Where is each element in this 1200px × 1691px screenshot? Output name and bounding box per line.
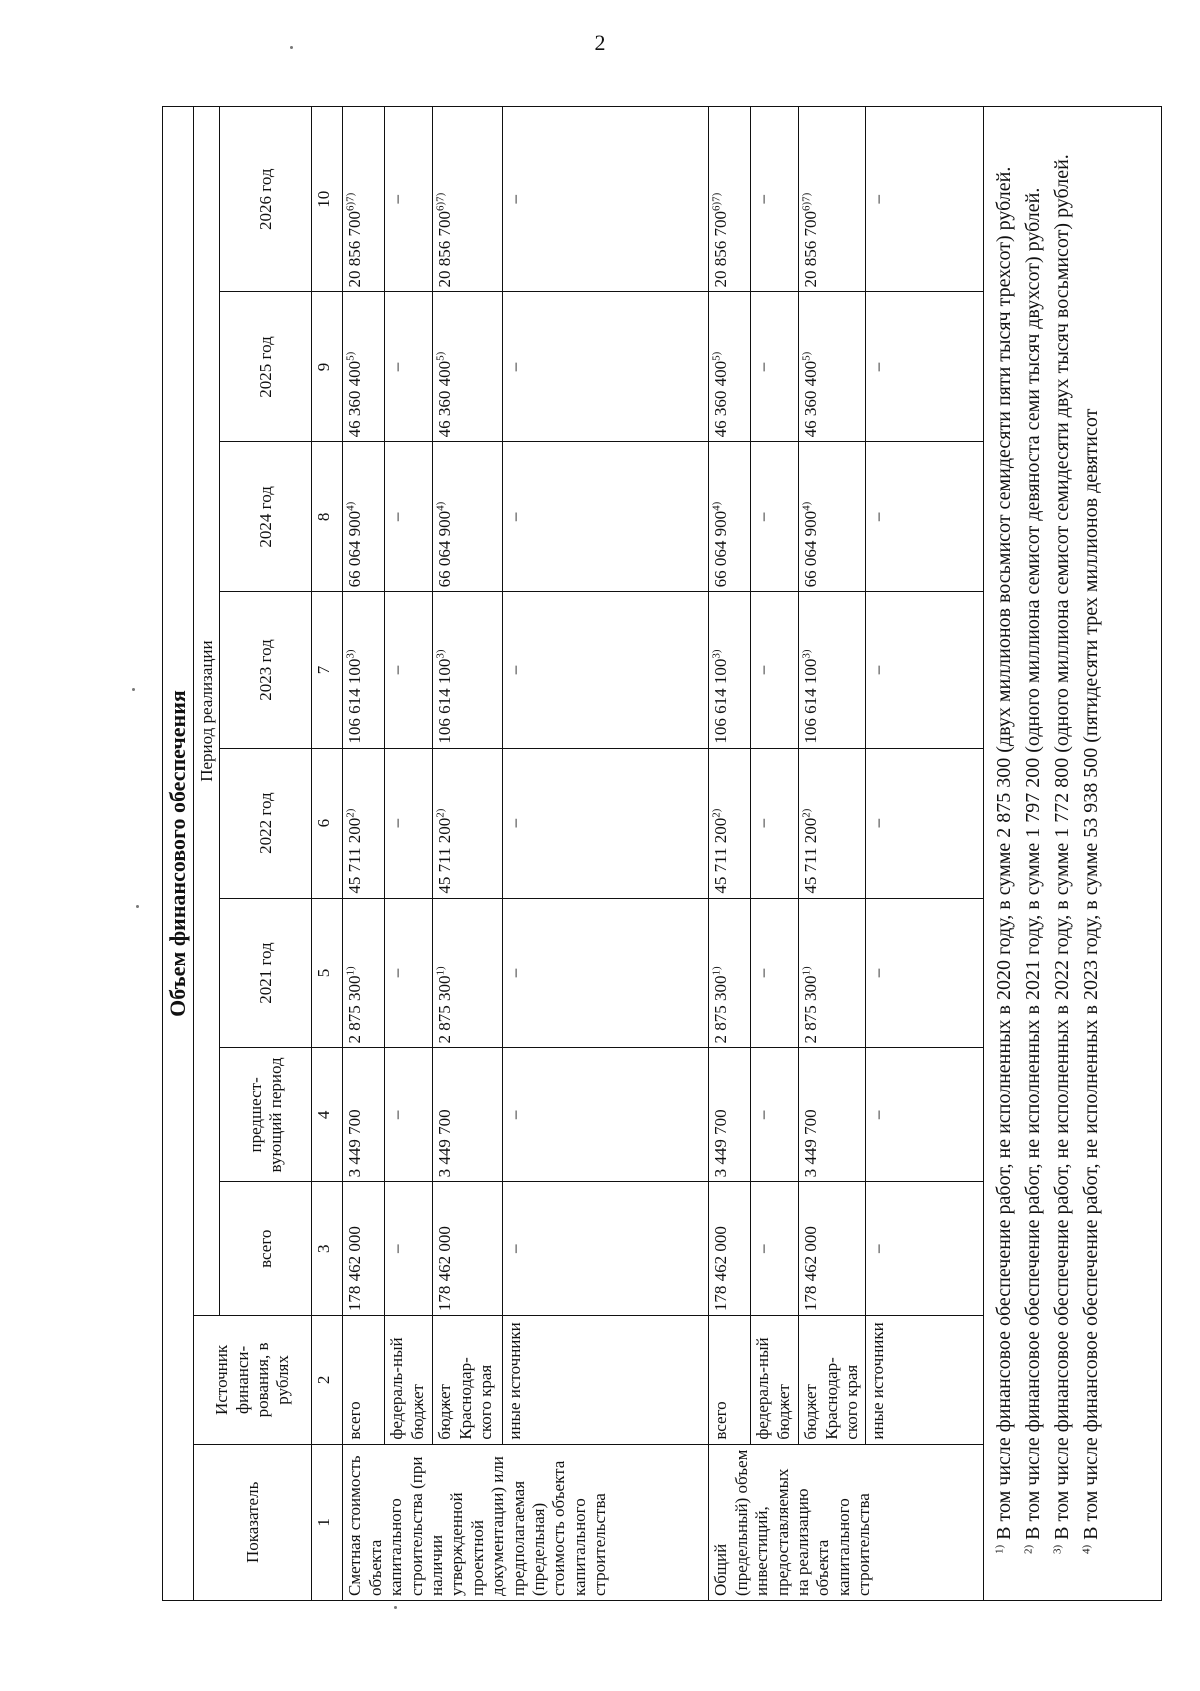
- footnote: $^{2)}$ В том числе финансовое обеспечение работ, не исполненных в 2021 году, в сумме 1 797 200 (одного миллиона семисот девяноста семи тысяч двухсот) рублей.: [1021, 187, 1044, 1554]
- value-cell: –: [865, 748, 983, 898]
- footnote-mark: 1): [434, 966, 447, 976]
- footnote-mark: 6)7): [800, 192, 813, 211]
- column-number: 1: [312, 1444, 343, 1600]
- table-row: [865, 107, 983, 1601]
- footnote-mark: 6)7): [434, 192, 447, 211]
- scan-speck: [290, 46, 293, 49]
- header-year-2025: 2025 год: [220, 292, 312, 442]
- value-cell: 3 449 700: [343, 1048, 385, 1182]
- value-cell: 178 462 000: [709, 1182, 751, 1316]
- table-row: [709, 107, 751, 1601]
- scan-speck: [132, 688, 135, 691]
- footnote-mark: 4): [434, 501, 447, 511]
- source-cell: всего: [709, 1316, 751, 1445]
- value-cell: 46 360 400$^{5)}$: [433, 292, 503, 442]
- value-cell: –: [385, 442, 433, 592]
- value-cell: –: [503, 292, 709, 442]
- value-cell: –: [751, 748, 799, 898]
- value-cell: –: [865, 442, 983, 592]
- value-cell: –: [503, 1048, 709, 1182]
- value-cell: –: [751, 442, 799, 592]
- header-year-2023: 2023 год: [220, 592, 312, 748]
- column-number: 6: [312, 748, 343, 898]
- source-cell: иные источники: [865, 1316, 983, 1445]
- column-number: 8: [312, 442, 343, 592]
- column-number: 4: [312, 1048, 343, 1182]
- footnote-mark: 5): [710, 351, 723, 361]
- column-number: 9: [312, 292, 343, 442]
- value-cell: –: [751, 592, 799, 748]
- footnote-mark: 3): [800, 649, 813, 659]
- value-cell: 3 449 700: [433, 1048, 503, 1182]
- footnote: $^{1)}$ В том числе финансовое обеспечение работ, не исполненных в 2020 году, в сумме 2 875 300 (двух миллионов восьмисот семидесяти пяти тысяч трехсот) рублей.: [992, 166, 1015, 1554]
- header-year-2026: 2026 год: [220, 107, 312, 293]
- column-number: 5: [312, 898, 343, 1048]
- footnote-mark: 1): [800, 966, 813, 976]
- footnote-mark: 5): [800, 351, 813, 361]
- value-cell: 178 462 000: [433, 1182, 503, 1316]
- source-cell: федераль-ный бюджет: [385, 1316, 433, 1445]
- value-cell: 20 856 $700^{6)7)}$: [709, 107, 751, 293]
- header-period: Период реализации: [194, 107, 220, 1316]
- indicator-cell: Общий (предельный) объем инвестиций, предоставляемых на реализацию объекта капитального строительства: [709, 1444, 983, 1600]
- source-cell: бюджет Краснодар-ского края: [799, 1316, 865, 1445]
- footnote-mark: 4): [344, 501, 357, 511]
- footnote: $^{4)}$ В том числе финансовое обеспечение работ, не исполненных в 2023 году, в сумме 53 938 500 (пятидесяти трех миллионов девятисот: [1079, 408, 1102, 1554]
- scan-speck: [394, 1606, 397, 1609]
- value-cell: 20 856 $700^{6)7)}$: [343, 107, 385, 293]
- footnote-mark: 3): [344, 649, 357, 659]
- header-year-2022: 2022 год: [220, 748, 312, 898]
- source-cell: бюджет Краснодар-ского края: [433, 1316, 503, 1445]
- value-cell: –: [865, 592, 983, 748]
- footnote: $^{3)}$ В том числе финансовое обеспечение работ, не исполненных в 2022 году, в сумме 1 772 800 (одного миллиона семисот семидесяти двух тысяч восьмисот) рублей.: [1050, 154, 1073, 1554]
- value-cell: –: [751, 292, 799, 442]
- value-cell: 106 614 100$^{3)}$: [433, 592, 503, 748]
- column-number: 7: [312, 592, 343, 748]
- page-number: 2: [594, 30, 606, 55]
- source-cell: всего: [343, 1316, 385, 1445]
- table-row: [751, 107, 799, 1601]
- header-year-2024: 2024 год: [220, 442, 312, 592]
- header-source: Источник финанси-рования, в рублях: [194, 1316, 312, 1445]
- value-cell: –: [503, 592, 709, 748]
- value-cell: –: [865, 1182, 983, 1316]
- value-cell: –: [385, 898, 433, 1048]
- table-row: [343, 107, 385, 1601]
- footnotes: [984, 106, 1162, 1601]
- value-cell: –: [865, 1048, 983, 1182]
- value-cell: 20 856 $700^{6)7)}$: [799, 107, 865, 293]
- header-indicator: Показатель: [194, 1444, 312, 1600]
- source-cell: федераль-ный бюджет: [751, 1316, 799, 1445]
- scan-speck: [136, 905, 139, 908]
- footnote-mark: 2): [710, 808, 723, 818]
- value-cell: 178 462 000: [799, 1182, 865, 1316]
- value-cell: –: [385, 1048, 433, 1182]
- value-cell: 46 360 400$^{5)}$: [709, 292, 751, 442]
- footnote-mark: 5): [434, 351, 447, 361]
- value-cell: 45 711 200$^{2)}$: [709, 748, 751, 898]
- value-cell: –: [503, 748, 709, 898]
- value-cell: –: [865, 107, 983, 293]
- value-cell: 2 875 300$^{1)}$: [799, 898, 865, 1048]
- value-cell: 2 875 300$^{1)}$: [709, 898, 751, 1048]
- footnote-mark: 5): [344, 351, 357, 361]
- value-cell: 20 856 $700^{6)7)}$: [433, 107, 503, 293]
- footnote-mark: 1): [710, 966, 723, 976]
- column-number: 3: [312, 1182, 343, 1316]
- column-number: 10: [312, 107, 343, 293]
- value-cell: 106 614 100$^{3)}$: [709, 592, 751, 748]
- footnote-mark: 6)7): [344, 192, 357, 211]
- value-cell: –: [503, 1182, 709, 1316]
- table-row: [433, 107, 503, 1601]
- value-cell: 45 711 200$^{2)}$: [343, 748, 385, 898]
- header-preceding: предшест-вующий период: [220, 1048, 312, 1182]
- footnote-mark: 3): [434, 649, 447, 659]
- value-cell: –: [385, 1182, 433, 1316]
- value-cell: –: [385, 292, 433, 442]
- value-cell: 178 462 000: [343, 1182, 385, 1316]
- value-cell: 46 360 400$^{5)}$: [343, 292, 385, 442]
- value-cell: 2 875 300$^{1)}$: [433, 898, 503, 1048]
- value-cell: –: [503, 442, 709, 592]
- footnote-mark: 2): [344, 808, 357, 818]
- financing-table: [162, 106, 984, 1601]
- table-row: [799, 107, 865, 1601]
- value-cell: 66 064 900$^{4)}$: [709, 442, 751, 592]
- footnote-mark: 1): [344, 966, 357, 976]
- table-row: [503, 107, 709, 1601]
- value-cell: 2 875 300$^{1)}$: [343, 898, 385, 1048]
- value-cell: 66 064 900$^{4)}$: [433, 442, 503, 592]
- column-number: 2: [312, 1316, 343, 1445]
- value-cell: –: [751, 1182, 799, 1316]
- header-total: всего: [220, 1182, 312, 1316]
- footnote-mark: 2): [800, 808, 813, 818]
- source-cell: иные источники: [503, 1316, 709, 1445]
- value-cell: –: [503, 107, 709, 293]
- table-title: Объем финансового обеспечения: [163, 107, 194, 1601]
- footnote-mark: 2): [434, 808, 447, 818]
- value-cell: 45 711 200$^{2)}$: [799, 748, 865, 898]
- value-cell: 66 064 900$^{4)}$: [343, 442, 385, 592]
- value-cell: –: [751, 107, 799, 293]
- value-cell: 46 360 400$^{5)}$: [799, 292, 865, 442]
- table-row: [385, 107, 433, 1601]
- value-cell: 106 614 100$^{3)}$: [799, 592, 865, 748]
- value-cell: 66 064 900$^{4)}$: [799, 442, 865, 592]
- value-cell: 106 614 100$^{3)}$: [343, 592, 385, 748]
- value-cell: 45 711 200$^{2)}$: [433, 748, 503, 898]
- indicator-cell: Сметная стоимость объекта капитального строительства (при наличии утвержденной проектной документации) или предполагаемая (предельная) стоимость объекта капитального строительства: [343, 1444, 709, 1600]
- value-cell: 3 449 700: [799, 1048, 865, 1182]
- value-cell: –: [751, 898, 799, 1048]
- footnote-mark: 6)7): [710, 192, 723, 211]
- value-cell: –: [865, 898, 983, 1048]
- value-cell: –: [503, 898, 709, 1048]
- footnote-mark: 4): [710, 501, 723, 511]
- value-cell: 3 449 700: [709, 1048, 751, 1182]
- value-cell: –: [385, 748, 433, 898]
- header-year-2021: 2021 год: [220, 898, 312, 1048]
- value-cell: –: [385, 592, 433, 748]
- rotated-table-section: [162, 106, 1102, 1601]
- footnote-mark: 4): [800, 501, 813, 511]
- value-cell: –: [385, 107, 433, 293]
- value-cell: –: [865, 292, 983, 442]
- value-cell: –: [751, 1048, 799, 1182]
- footnote-mark: 3): [710, 649, 723, 659]
